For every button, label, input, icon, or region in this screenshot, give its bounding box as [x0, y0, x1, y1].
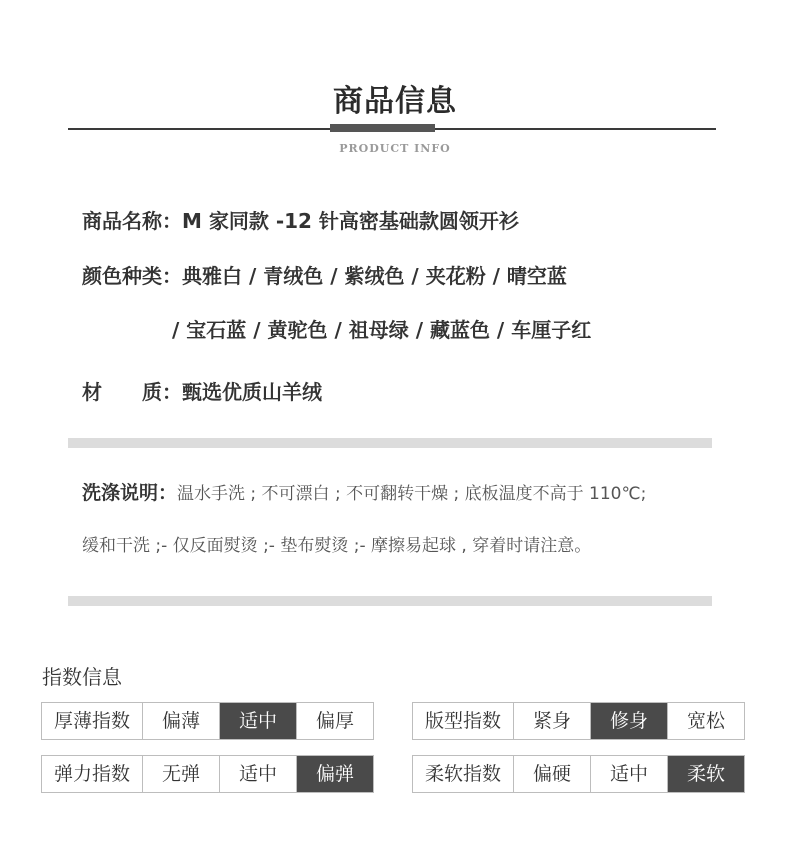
color-row-continued: [172, 314, 591, 343]
divider-bar: [68, 596, 712, 606]
wash-text-line1: 温水手洗 ; 不可漂白 ; 不可翻转干燥 ; 底板温度不高于 110℃;: [177, 484, 647, 504]
wash-label: 洗涤说明：: [82, 482, 178, 504]
thickness-option: 偏薄: [142, 703, 219, 739]
softness-option: 偏硬: [513, 756, 590, 792]
thickness-option-selected: 适中: [219, 703, 296, 739]
index-info-title: 指数信息: [42, 665, 122, 689]
softness-index-label: 柔软指数: [413, 756, 513, 792]
color-values-line2: / 宝石蓝 / 黄驼色 / 祖母绿 / 藏蓝色 / 车厘子红: [172, 318, 592, 342]
wash-instructions-line2: [82, 531, 591, 556]
section-subtitle: PRODUCT INFO: [339, 142, 451, 155]
wash-text-line2: 缓和干洗 ;- 仅反面熨烫 ;- 垫布熨烫 ;- 摩擦易起球 , 穿着时请注意。: [82, 536, 592, 556]
fit-index-table: [412, 702, 745, 740]
color-values-line1: 典雅白 / 青绒色 / 紫绒色 / 夹花粉 / 晴空蓝: [182, 264, 567, 288]
material-label: 材 质：: [82, 380, 182, 404]
softness-index-table: [412, 755, 745, 793]
product-name-label: 商品名称：: [82, 209, 182, 233]
softness-option-selected: 柔软: [667, 756, 744, 792]
elasticity-index-table: [41, 755, 374, 793]
color-row: [82, 260, 567, 289]
section-title: 商品信息: [333, 84, 457, 119]
elasticity-option: 无弹: [142, 756, 219, 792]
divider-bar: [68, 438, 712, 448]
thickness-index-label: 厚薄指数: [42, 703, 142, 739]
product-name-value: M 家同款 -12 针高密基础款圆领开衫: [182, 209, 519, 233]
color-label: 颜色种类：: [82, 264, 182, 288]
product-name-row: [82, 205, 519, 234]
softness-option: 适中: [590, 756, 667, 792]
material-row: [82, 376, 322, 405]
elasticity-option: 适中: [219, 756, 296, 792]
thickness-index-table: [41, 702, 374, 740]
fit-option-selected: 修身: [590, 703, 667, 739]
fit-option: 宽松: [667, 703, 744, 739]
fit-option: 紧身: [513, 703, 590, 739]
wash-instructions-line1: [82, 478, 646, 505]
elasticity-option-selected: 偏弹: [296, 756, 373, 792]
thickness-option: 偏厚: [296, 703, 373, 739]
title-accent-bar: [330, 124, 435, 132]
fit-index-label: 版型指数: [413, 703, 513, 739]
elasticity-index-label: 弹力指数: [42, 756, 142, 792]
material-value: 甄选优质山羊绒: [182, 380, 322, 404]
